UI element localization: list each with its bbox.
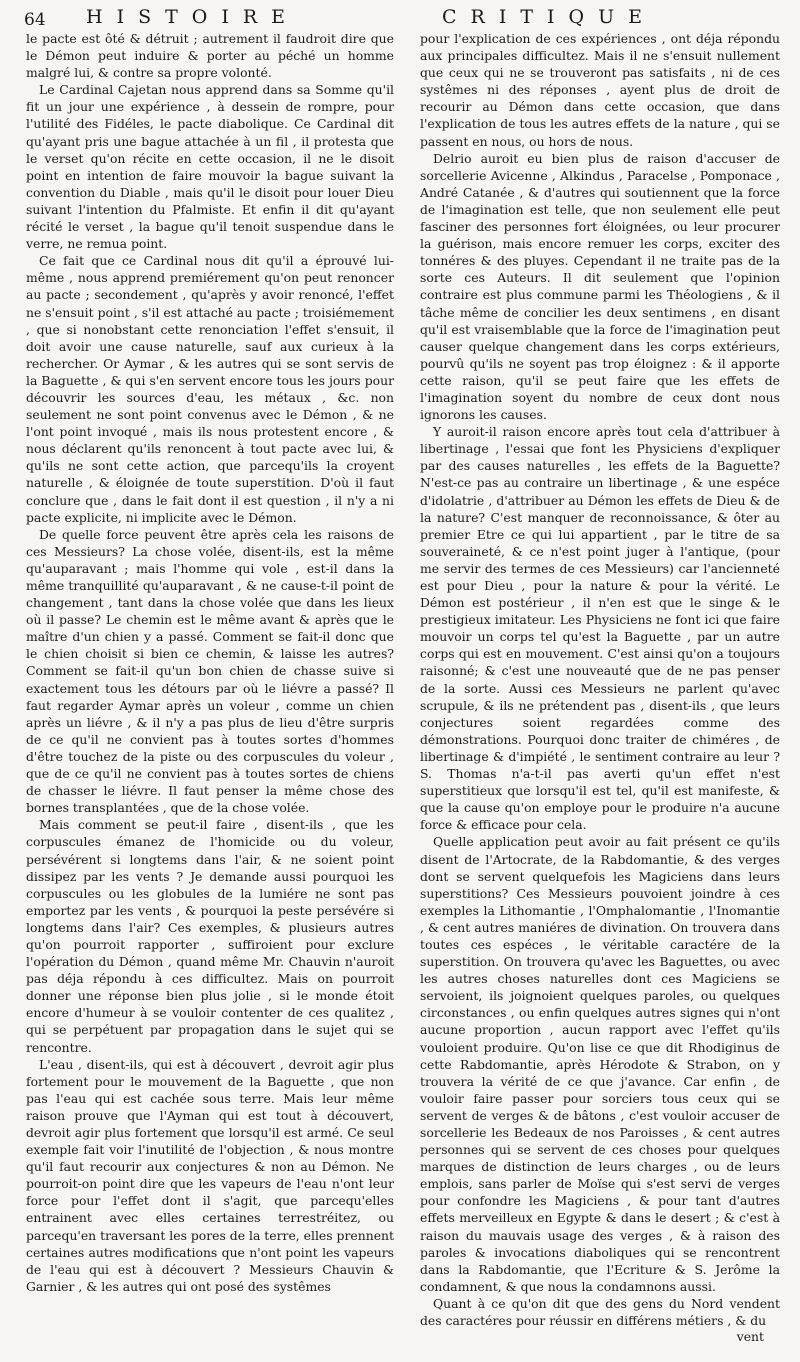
paragraph: pour l'explication de ces expériences , ont déja répondu aux principales difficultez. Mais il ne s'ensuit nullement que ceux qui ne se trouveront pas satisfaits , ni de ces systêmes ni des réponses , ayent plus de droit de recourir au Démon dans cette occasion, que dans l'explication de tous les autres effets de la nature , qui se passent en nous, ou hors de nous. [420,31,780,149]
running-header [24,6,776,32]
left-column [26,30,394,1295]
paragraph: De quelle force peuvent être après cela les raisons de ces Messieurs? La chose volée, disent-ils, est la même qu'auparavant ; mais l'homme qui vole , est-il dans la même tranquillité qu'auparavant , & ne cause-t-il point de changement , tant dans la chose volée que dans les lieux où il passe? Le chemin est le même avant & après que le maître d'un chien y a passé. Comment se fait-il donc que le chien choisit si bien ce chemin, & laisse les autres? Comment se fait-il qu'un bon chien de chasse suive si exactement tous les détours par où le liévre a passé? Il faut regarder Aymar après un voleur , comme un chien après un liévre , & il n'y a pas plus de lieu d'être surpris de ce qu'il ne convient pas à toutes sortes d'hommes d'être touchez de la piste ou des corpuscules du voleur , que de ce qu'il ne convient pas à toutes sortes de chiens de chasser le liévre. Il faut penser la même chose des bornes transplantées , que de la chose volée. [26,526,394,816]
paragraph: Le Cardinal Cajetan nous apprend dans sa Somme qu'il fit un jour une expérience , à dessein de rompre, pour l'utilité des Fidéles, le pacte diabolique. Ce Cardinal dit qu'ayant pris une bague attachée à un fil , il protesta que le verset qu'on récite en cette occasion, il ne le disoit point en intention de faire mouvoir la bague suivant la convention du Diable , mais qu'il le disoit pour louer Dieu suivant l'intention du Pfalmiste. Et enfin il dit qu'ayant récité le verset , la bague qu'il tenoit suspendue dans le verre, ne remua point. [26,82,394,252]
page-number: 64 [24,10,46,30]
paragraph: Mais comment se peut-il faire , disent-ils , que les corpuscules émanez de l'homicide ou du voleur, persévérent si longtems dans l'air, & ne soient point dissipez par les vents ? Je demande aussi pourquoi les corpuscules ou les globules de la lumiére ne sont pas emportez par les vents , & pourquoi la peste persévére si longtems dans l'air? Ces exemples, & plusieurs autres qu'on pourroit rapporter , suffiroient pour exclure l'opération du Démon , quand même Mr. Chauvin n'auroit pas déja répondu à ces difficultez. Mais on pourroit donner une réponse bien plus jolie , si le monde étoit encore d'humeur à se vouloir contenter de ces qualitez , qui se perpétuent par propagation dans le sujet qui se rencontre. [26,817,394,1055]
paragraph: Quelle application peut avoir au fait présent ce qu'ils disent de l'Artocrate, de la Rabdomantie, & des verges dont se servent quelquefois les Magiciens dans leurs superstitions? Ces Messieurs pouvoient joindre à ces exemples la Lithomantie , l'Omphalomantie , l'Inomantie , & cent autres maniéres de divination. On trouvera dans toutes ces espéces , le véritable caractére de la superstition. On trouvera qu'avec les Baguettes, ou avec les autres choses naturelles dont ces Magiciens se servoient, ils joignoient quelques paroles, ou quelques circonstances , ou enfin quelques autres signes qui n'ont aucune proportion , aucun rapport avec l'effet qu'ils vouloient produire. Qu'on lise ce que dit Rhodiginus de cette Rabdomantie, après Hérodote & Strabon, on y trouvera la vérité de ce que j'avance. Car enfin , de vouloir faire passer pour sorciers tous ceux qui se servent de verges & de bâtons , c'est vouloir accuser de sorcellerie les Bedeaux de nos Paroisses , & cent autres personnes qui se servent de ces choses pour quelques marques de distinction de leurs charges , ou de leurs emplois, sans parler de Moïse qui s'est servi de verges pour confondre les Magiciens , & pour tant d'autres effets merveilleux en Egypte & dans le desert ; & c'est à raison du mauvais usage des verges , & à raison des paroles & invocations diaboliques qui se rencontrent dans la Rabdomantie, que l'Ecriture & S. Jerôme la condamnent, & que nous la condamnons aussi. [420,834,780,1294]
catchword: vent [736,1329,764,1344]
paragraph: le pacte est ôté & détruit ; autrement il faudroit dire que le Démon peut induire & porter au péché un homme malgré lui, & contre sa propre volonté. [26,31,394,81]
paragraph: Quant à ce qu'on dit que des gens du Nord vendent des caractéres pour réussir en différens métiers , & du [420,1295,780,1329]
paragraph: Delrio auroit eu bien plus de raison d'accuser de sorcellerie Avicenne , Alkindus , Paracelse , Pomponace , André Catanée , & d'autres qui soutiennent que la force de l'imagination est telle, que non seulement elle peut fasciner des personnes fort éloignées, ou leur procurer la guérison, mais encore remuer les corps, exciter des tonnéres & des pluyes. Cependant il ne traite pas de la sorte ces Auteurs. Il dit seulement que l'opinion contraire est plus commune parmi les Théologiens , & il tâche même de concilier les deux sentimens , en disant qu'il est vraisemblable que la force de l'imagination peut causer quelque changement dans les corps extérieurs, pourvû qu'ils ne soyent pas trop éloignez : & il apporte cette raison, qu'il se peut faire que les effets de l'imagination soyent du nombre de ceux dont nous ignorons les causes. [420,150,780,423]
paragraph: Y auroit-il raison encore après tout cela d'attribuer à libertinage , l'essai que font les Physiciens d'expliquer par des causes naturelles , les effets de la Baguette? N'est-ce pas au contraire un libertinage , & une espéce d'idolatrie , d'attribuer au Démon les effets de Dieu & de la nature? C'est manquer de reconnoissance, & ôter au premier Etre ce qui lui appartient , par le titre de sa souveraineté, & ce n'est point juger à l'antique, (pour me servir des termes de ces Messieurs) car l'ancienneté est pour Dieu , pour la nature & pour la vérité. Le Démon est postérieur , il n'en est que le singe & le prestigieux imitateur. Les Physiciens ne font ici que faire mouvoir un corps tel qu'est la Baguette , par un autre corps qui est en mouvement. C'est ainsi qu'on a toujours raisonné; & c'est une nouveauté que de ne pas penser de la sorte. Aussi ces Messieurs ne parlent qu'avec scrupule, & ils ne prétendent pas , disent-ils , que leurs conjectures soient regardées comme des démonstrations. Pourquoi donc traiter de chiméres , de libertinage & d'impiété , le sentiment contraire au leur ? S. Thomas n'a-t-il pas averti qu'un effet n'est superstitieux que lorsqu'il est tel, qu'il est manifeste, & que la cause qu'on employe pour le produire n'a aucune force & efficace pour cela. [420,424,780,833]
paragraph: L'eau , disent-ils, qui est à découvert , devroit agir plus fortement pour le mouvement de la Baguette , que non pas l'eau qui est cachée sous terre. Mais leur même raison prouve que l'Ayman qui est tout à découvert, devroit agir plus fortement que lorsqu'il est armé. Ce seul exemple fait voir l'inutilité de l'objection , & nous montre qu'il faut recourir aux conjectures & non au Démon. Ne pourroit-on point dire que les vapeurs de l'eau n'ont leur force pour l'effet dont il s'agit, que parcequ'elles entrainent avec elles certaines terrestréitez, ou parcequ'en traversant les pores de la terre, elles prennent certaines autres modifications que n'ont point les vapeurs de l'eau qui est à découvert ? Messieurs Chauvin & Garnier , & les autres qui ont posé des systêmes [26,1056,394,1294]
running-title-left: HISTOIRE [86,6,300,28]
right-column [420,30,780,1329]
running-title-right: CRITIQUE [442,6,656,28]
paragraph: Ce fait que ce Cardinal nous dit qu'il a éprouvé lui-même , nous apprend premiérement qu'on peut renoncer au pacte ; secondement , qu'après y avoir renoncé, l'effet ne s'ensuit point , s'il est attaché au pacte ; troisiémement , que si nonobstant cette renonciation l'effet s'ensuit, il doit avoir une cause naturelle, sauf aux curieux à la rechercher. Or Aymar , & les autres qui se sont servis de la Baguette , & qui s'en servent encore tous les jours pour découvrir les sources d'eau, les métaux , &c. non seulement ne sont point convenus avec le Démon , & ne l'ont point invoqué , mais ils nous protestent encore , & nous déclarent qu'ils renoncent à tout pacte avec lui, & qu'ils ne sont cette action, que parcequ'ils la croyent naturelle , & éloignée de toute superstition. D'où il faut conclure que , dans le fait dont il est question , il n'y a ni pacte explicite, ni implicite avec le Démon. [26,253,394,525]
